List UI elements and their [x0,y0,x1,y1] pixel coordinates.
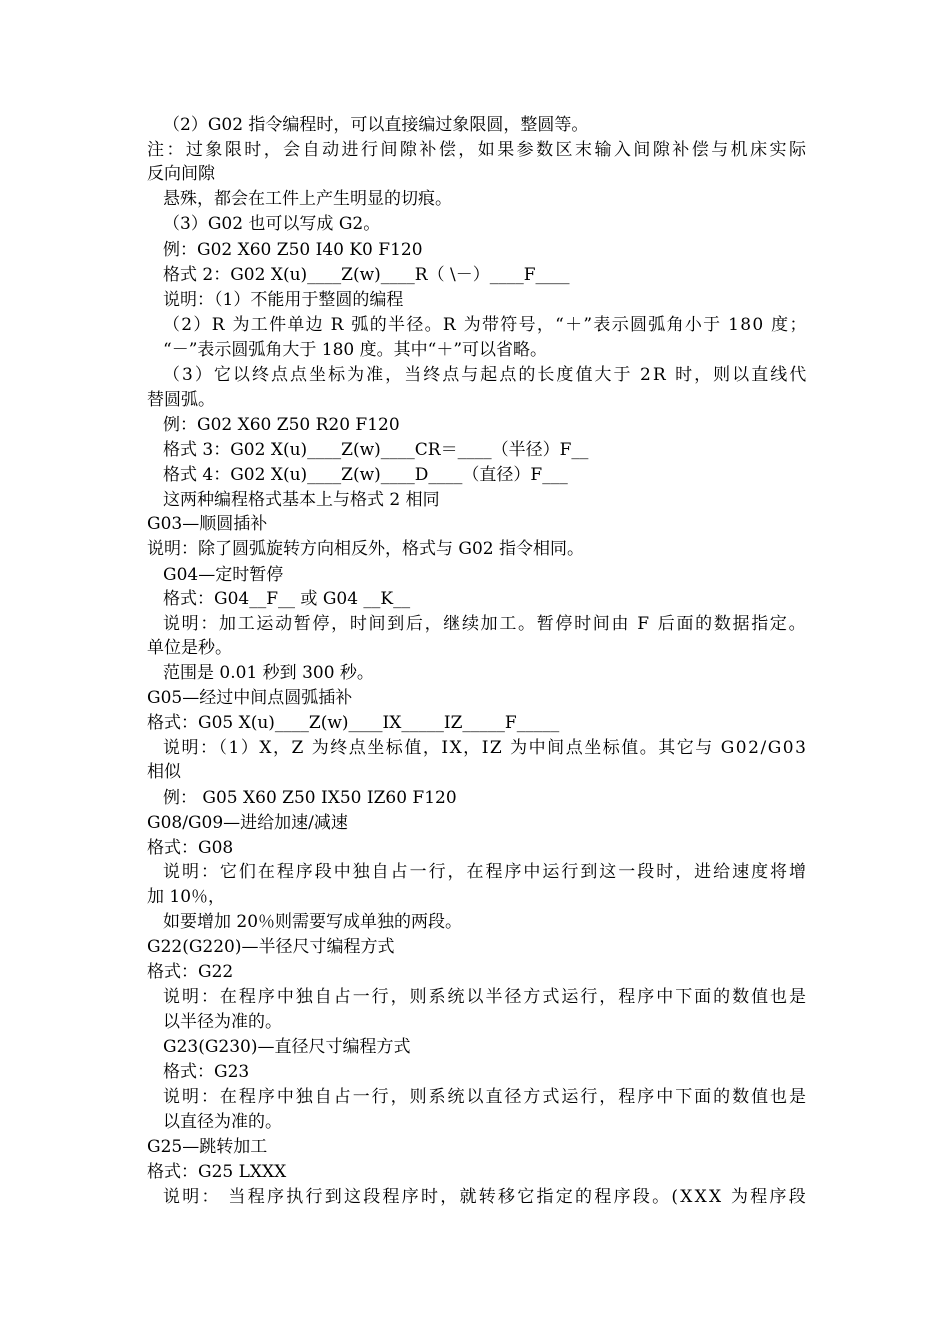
text-line: 反向间隙 [147,164,215,184]
text-line: 说明：在程序中独自占一行，则系统以直径方式运行，程序中下面的数值也是 [163,1087,808,1107]
text-line: 以直径为准的。 [163,1112,282,1132]
text-line: 以半径为准的。 [163,1012,282,1032]
text-line: G05—经过中间点圆弧插补 [147,688,353,708]
text-line: 说明：在程序中独自占一行，则系统以半径方式运行，程序中下面的数值也是 [163,987,808,1007]
text-line: 加 10％， [147,887,226,907]
text-line: 范围是 0.01 秒到 300 秒。 [163,663,374,683]
text-line: 如要增加 20％则需要写成单独的两段。 [163,912,463,932]
text-line: 说明：（1）不能用于整圆的编程 [163,290,404,310]
text-line: 例：G02 X60 Z50 I40 K0 F120 [163,240,423,260]
text-line: 格式 3：G02 X(u)____Z(w)____CR＝____（半径）F__ [163,440,589,460]
text-line: （2）R 为工件单边 R 弧的半径。R 为带符号，“＋”表示圆弧角小于 180 度； [163,315,808,335]
text-line: 格式：G22 [147,962,234,982]
text-line: 说明：它们在程序段中独自占一行，在程序中运行到这一段时，进给速度将增 [163,862,808,882]
text-line: 说明：除了圆弧旋转方向相反外，格式与 G02 指令相同。 [147,539,585,559]
text-line: G04—定时暂停 [163,565,284,585]
text-line: 说明：（1）X，Z 为终点坐标值，IX，IZ 为中间点坐标值。其它与 G02/G03 [163,738,808,758]
text-line: 格式：G05 X(u)____Z(w)____IX_____IZ_____F_____ [147,713,560,733]
text-line: 格式：G23 [163,1062,250,1082]
text-line: 格式 4：G02 X(u)____Z(w)____D____（直径）F___ [163,465,568,485]
text-line: 格式：G25 LXXX [147,1162,287,1182]
text-line: 格式 2：G02 X(u)____Z(w)____R（ \－）____F____ [163,265,570,285]
text-line: 替圆弧。 [147,390,215,410]
text-line: （3）它以终点点坐标为准，当终点与起点的长度值大于 2R 时，则以直线代 [163,365,809,385]
text-line: “－”表示圆弧角大于 180 度。其中“＋”可以省略。 [163,340,548,360]
text-line: 例：G02 X60 Z50 R20 F120 [163,415,400,435]
text-line: G03—顺圆插补 [147,514,268,534]
text-line: 说明： 当程序执行到这段程序时，就转移它指定的程序段。(XXX 为程序段 [163,1187,808,1207]
text-line: G08/G09—进给加速/减速 [147,813,348,833]
text-line: G25—跳转加工 [147,1137,268,1157]
text-line: 相似 [147,762,181,782]
text-line: G22(G220)—半径尺寸编程方式 [147,937,395,957]
text-line: G23(G230)—直径尺寸编程方式 [163,1037,411,1057]
text-line: 格式：G04__F__ 或 G04 __K__ [163,589,411,609]
text-line: 悬殊，都会在工件上产生明显的切痕。 [163,189,452,209]
text-line: 这两种编程格式基本上与格式 2 相同 [163,490,440,510]
text-line: 格式：G08 [147,838,234,858]
text-line: 注：过象限时，会自动进行间隙补偿，如果参数区末输入间隙补偿与机床实际 [147,140,809,160]
text-line: （3）G02 也可以写成 G2。 [163,214,381,234]
text-line: 例： G05 X60 Z50 IX50 IZ60 F120 [163,788,457,808]
text-line: 单位是秒。 [147,638,232,658]
text-line: （2）G02 指令编程时，可以直接编过象限圆，整圆等。 [163,115,589,135]
text-line: 说明：加工运动暂停，时间到后，继续加工。暂停时间由 F 后面的数据指定。 [163,614,808,634]
